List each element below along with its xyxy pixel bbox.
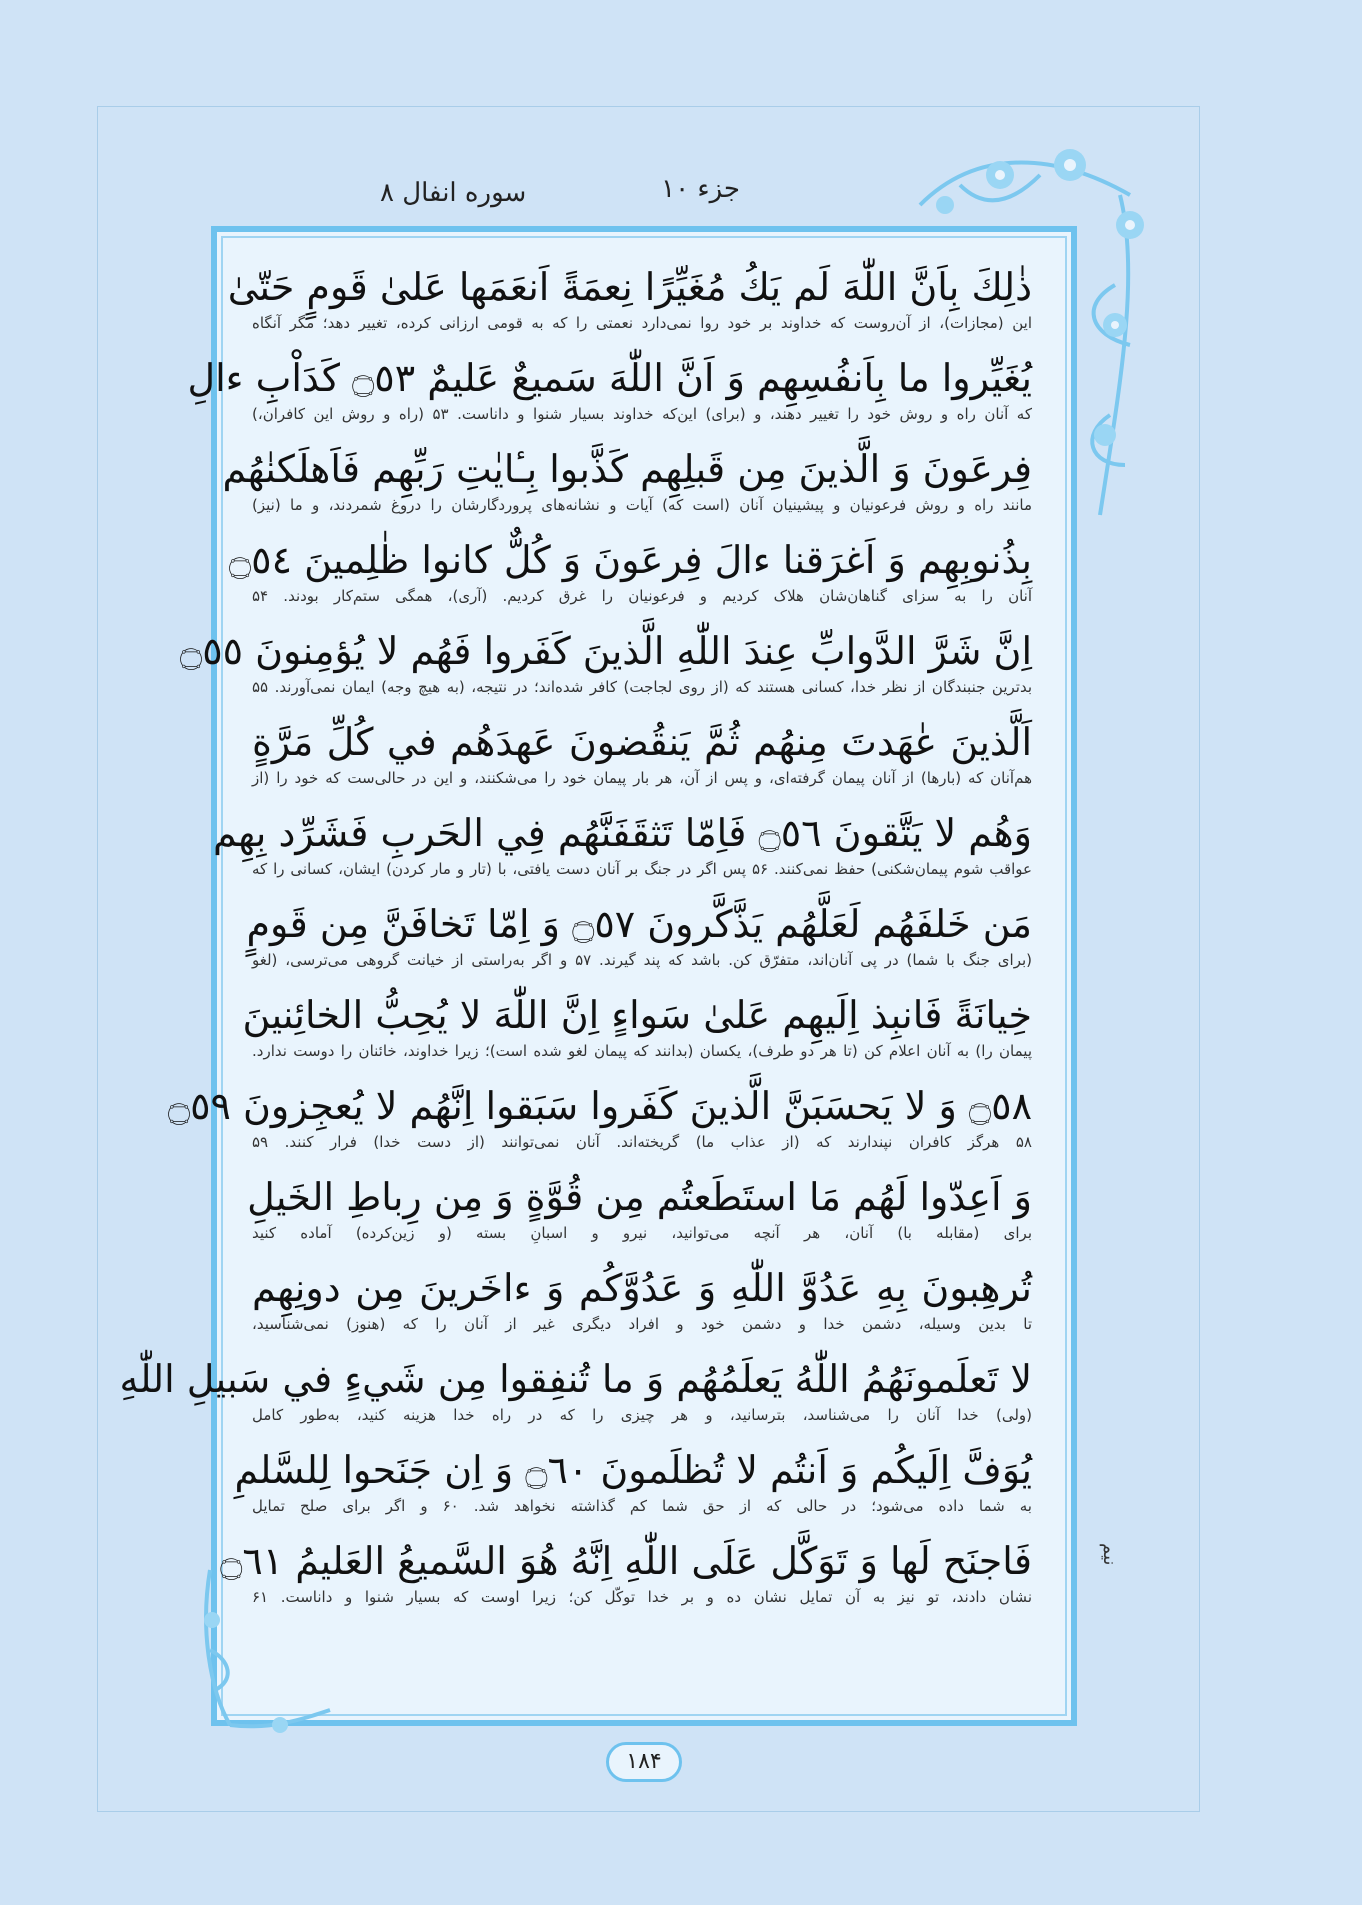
translation-line: بدترین جنبندگان از نظر خدا، کسانی هستند که (از روی لجاجت) کافر شده‌اند؛ در نتیجه، (به هیچ وجه) ایمان نمی‌آورند. ۵۵ — [252, 678, 1032, 696]
verse-line: مَن خَلفَهُم لَعَلَّهُم يَذَّكَّرونَ ۝٥٧ وَ اِمّا تَخافَنَّ مِن قَومٍ — [246, 902, 1032, 946]
translation-line: هم‌آنان که (بارها) از آنان پیمان گرفته‌ای، و پس از آن، هر بار پیمان خود را می‌شکنند، و این در حالی‌ست که خود را (از — [252, 769, 1032, 787]
translation-line: پیمان را) به آنان اعلام کن (تا هر دو طرف)، یکسان (بدانند که پیمان لغو شده است)؛ زیرا خداوند، خائنان را دوست ندارد. — [252, 1042, 1032, 1060]
hizb-marker: نیم — [1099, 1542, 1120, 1566]
translation-line: (برای جنگ با شما) در پی آنان‌اند، متفرّق کن. باشد که پند گیرند. ۵۷ و اگر به‌راستی از خیانت گروهی می‌ترسی، (لغو — [252, 951, 1032, 969]
translation-line: نشان دادند، تو نیز به آن تمایل نشان ده و بر خدا توکّل کن؛ زیرا اوست که بسیار شنوا و داناست. ۶۱ — [252, 1588, 1032, 1606]
page-content — [119, 262, 1032, 1627]
verse-line: ذٰلِكَ بِاَنَّ اللّٰهَ لَم يَكُ مُغَيِّرًا نِعمَةً اَنعَمَها عَلىٰ قَومٍ حَتّىٰ — [227, 265, 1032, 309]
translation-line: (ولی) خدا آنان را می‌شناسد، بترسانید، و هر چیزی را که در راه خدا هزینه کنید، به‌طور کامل — [252, 1406, 1032, 1424]
juz-label: جزء ۱۰ — [661, 174, 740, 204]
page-number: ۱۸۴ — [606, 1742, 682, 1782]
verse-line: يُوَفَّ اِلَيكُم وَ اَنتُم لا تُظلَمونَ ۝٦٠ وَ اِن جَنَحوا لِلسَّلمِ — [234, 1448, 1032, 1492]
page-header — [380, 168, 740, 216]
translation-line: تا بدین وسیله، دشمن خدا و دشمن خود و افراد دیگری غیر از آنان را که (هنوز) نمی‌شناسید، — [252, 1315, 1032, 1333]
translation-line: این (مجازات)، از آن‌روست که خداوند بر خود روا نمی‌دارد نعمتی را که به قومی ارزانی کرده، تغییر دهد؛ مگر آنگاه — [252, 314, 1032, 332]
verse-line: اِنَّ شَرَّ الدَّوابِّ عِندَ اللّٰهِ الَّذينَ كَفَروا فَهُم لا يُؤمِنونَ ۝٥٥ — [179, 629, 1032, 673]
verse-line: وَهُم لا يَتَّقونَ ۝٥٦ فَاِمّا تَثقَفَنَّهُم فِي الحَربِ فَشَرِّد بِهِم — [213, 811, 1032, 855]
verse-line: بِذُنوبِهِم وَ اَغرَقنا ءالَ فِرعَونَ وَ كُلٌّ كانوا ظٰلِمينَ ۝٥٤ — [228, 538, 1032, 582]
translation-line: به شما داده می‌شود؛ در حالی که از حق شما کم گذاشته نخواهد شد. ۶۰ و اگر برای صلح تمایل — [252, 1497, 1032, 1515]
verse-line: خِيانَةً فَانبِذ اِلَيهِم عَلىٰ سَواءٍ اِنَّ اللّٰهَ لا يُحِبُّ الخائِنينَ — [242, 993, 1032, 1037]
translation-line: مانند راه و روش فرعونیان و پیشینیان آنان (است که) آیات و نشانه‌های پروردگارشان را دروغ شمردند، و ما (نیز) — [252, 496, 1032, 514]
translation-line: ۵۸ هرگز کافران نپندارند که (از عذاب ما) گریخته‌اند. آنان نمی‌توانند (از دست خدا) فرار کنند. ۵۹ — [252, 1133, 1032, 1151]
translation-line: آنان را به سزای گناهان‌شان هلاک کردیم و فرعونیان را غرق کردیم. (آری)، همگی ستم‌کار بودند. ۵۴ — [252, 587, 1032, 605]
verse-line: فِرعَونَ وَ الَّذينَ مِن قَبلِهِم كَذَّبوا بِـٔايٰتِ رَبِّهِم فَاَهلَكنٰهُم — [222, 447, 1032, 491]
verse-line: وَ اَعِدّوا لَهُم مَا استَطَعتُم مِن قُوَّةٍ وَ مِن رِباطِ الخَيلِ — [247, 1175, 1032, 1219]
verse-line: فَاجنَح لَها وَ تَوَكَّل عَلَى اللّٰهِ اِنَّهُ هُوَ السَّميعُ العَليمُ ۝٦١ — [220, 1539, 1032, 1583]
translation-line: برای (مقابله با) آنان، هر آنچه می‌توانید، نیرو و اسبانِ بسته (و زین‌کرده) آماده کنید — [252, 1224, 1032, 1242]
verse-line: لا تَعلَمونَهُمُ اللّٰهُ يَعلَمُهُم وَ ما تُنفِقوا مِن شَيءٍ في سَبيلِ اللّٰهِ — [119, 1357, 1032, 1401]
surah-label: سوره انفال ۸ — [380, 178, 527, 208]
verse-line: اَلَّذينَ عٰهَدتَ مِنهُم ثُمَّ يَنقُضونَ عَهدَهُم في كُلِّ مَرَّةٍ — [252, 720, 1032, 764]
verse-line: يُغَيِّروا ما بِاَنفُسِهِم وَ اَنَّ اللّٰهَ سَميعٌ عَليمٌ ۝٥٣ كَدَاْبِ ءالِ — [187, 356, 1032, 400]
translation-line: که آنان راه و روش خود را تغییر دهند، و (برای) این‌که خداوند بسیار شنوا و داناست. ۵۳ (راه و روش این کافران،) — [252, 405, 1032, 423]
verse-line: ۝٥٨ وَ لا يَحسَبَنَّ الَّذينَ كَفَروا سَبَقوا اِنَّهُم لا يُعجِزونَ ۝٥٩ — [167, 1084, 1032, 1128]
translation-line: عواقب شوم پیمان‌شکنی) حفظ نمی‌کنند. ۵۶ پس اگر در جنگ بر آنان دست یافتی، با (تار و مار کردن) ایشان، کسانی را که — [252, 860, 1032, 878]
verse-line: تُرهِبونَ بِهِ عَدُوَّ اللّٰهِ وَ عَدُوَّكُم وَ ءاخَرينَ مِن دونِهِم — [252, 1266, 1032, 1310]
